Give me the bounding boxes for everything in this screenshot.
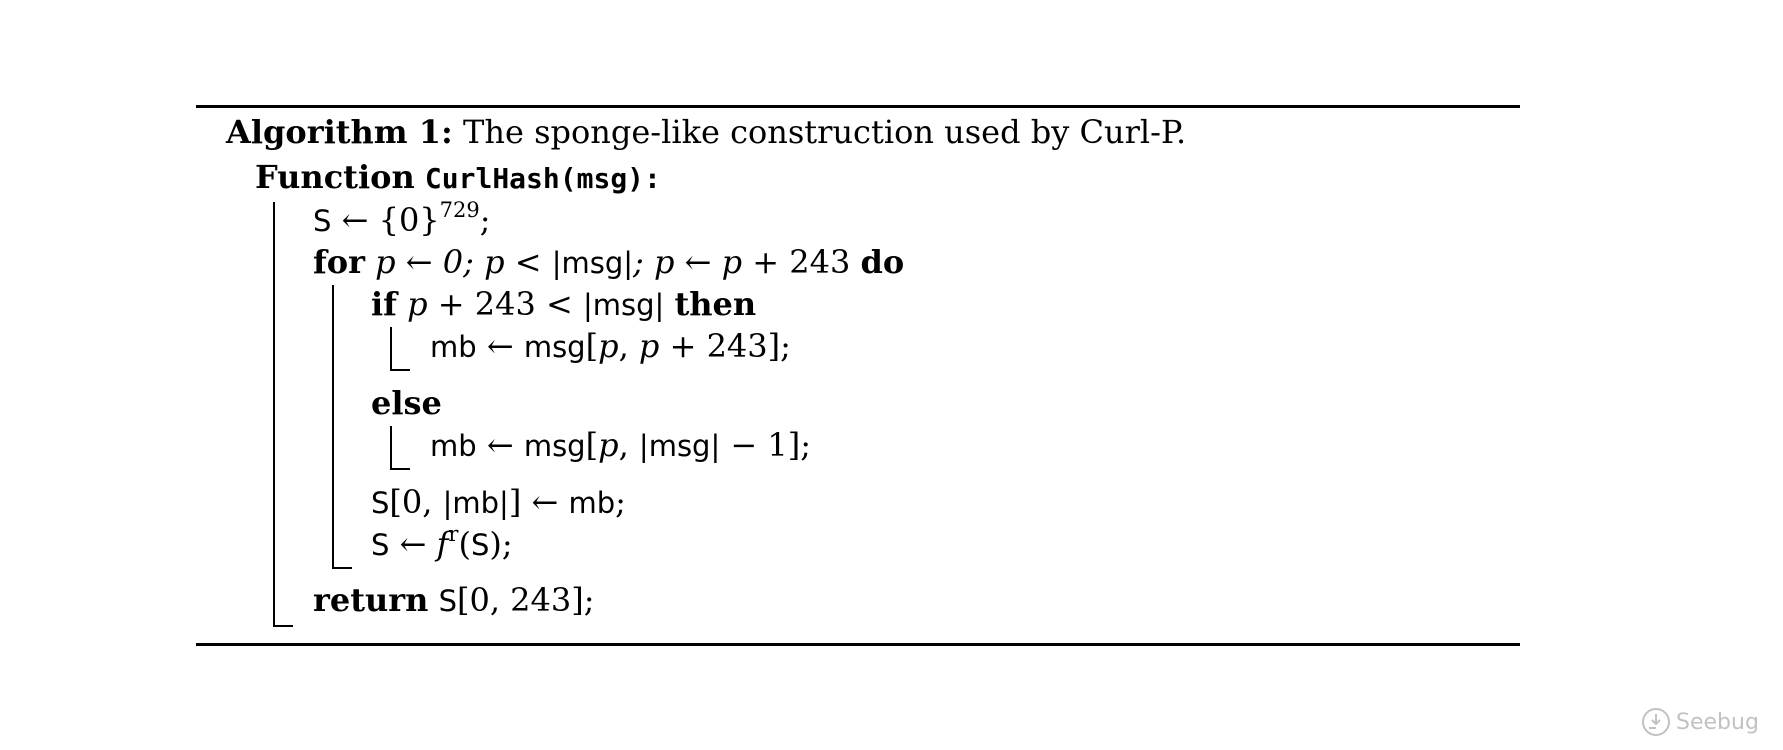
mb-then-line [430, 326, 791, 367]
mb-var: mb [430, 429, 477, 463]
open-bracket: [ [585, 426, 599, 464]
comma: , [618, 426, 639, 464]
less-than: < [514, 243, 542, 281]
function-signature: CurlHash(msg): [424, 162, 661, 195]
for-keyword: for [313, 243, 365, 281]
assign-arrow: ← [531, 483, 559, 521]
init-value: {0} [378, 201, 440, 239]
absorb-line [371, 482, 626, 523]
msg-length: |msg| [582, 288, 665, 322]
watermark-text: Seebug [1676, 709, 1759, 735]
then-body-bar [390, 327, 410, 371]
state-var: S [371, 528, 390, 562]
algorithm-bottom-rule [196, 643, 1520, 646]
msg-length: |msg| [551, 246, 634, 280]
if-line [371, 284, 756, 325]
state-var: S [438, 584, 457, 618]
msg-length: |msg| [638, 429, 721, 463]
range-end: + 243]; [659, 327, 791, 365]
var-p: p [484, 243, 505, 281]
if-keyword: if [371, 285, 397, 323]
function-body-bar [273, 202, 293, 627]
for-loop-line [313, 242, 904, 283]
permutation-line [371, 524, 513, 565]
var-p: p [638, 327, 660, 365]
msg-var: msg [523, 330, 586, 364]
state-var: S [470, 528, 490, 562]
seebug-logo-icon [1640, 706, 1672, 738]
line-end: ; [615, 483, 626, 521]
var-p: p [721, 243, 743, 281]
return-keyword: return [313, 581, 429, 619]
mb-var: mb [430, 330, 477, 364]
semicolon: ; [633, 243, 644, 281]
return-slice: [0, 243]; [456, 581, 595, 619]
for-body-bar [332, 285, 352, 569]
rounds-exponent: r [448, 522, 459, 547]
do-keyword: do [860, 243, 905, 281]
var-p: p [654, 243, 675, 281]
var-p: p [598, 327, 619, 365]
watermark [1640, 706, 1759, 738]
msg-var: msg [523, 429, 586, 463]
assign-arrow: ← [341, 201, 369, 239]
init-zero: 0; [442, 243, 474, 281]
slice-close: ] [508, 483, 522, 521]
slice-open: [0, [389, 483, 443, 521]
mb-var: mb [568, 486, 616, 520]
function-header [255, 157, 661, 199]
assign-arrow: ← [399, 525, 427, 563]
init-exponent: 729 [439, 198, 480, 223]
state-var: S [371, 486, 390, 520]
plus-243: + 243 [752, 243, 851, 281]
open-bracket: [ [585, 327, 599, 365]
var-p: p [407, 285, 428, 323]
mb-else-line [430, 425, 811, 466]
assign-arrow: ← [405, 243, 433, 281]
then-keyword: then [674, 285, 757, 323]
mb-length: |mb| [442, 486, 509, 520]
assign-arrow: ← [486, 327, 514, 365]
algorithm-caption-line [226, 112, 1186, 152]
paren-open: ( [458, 525, 471, 563]
plus-243-lt: + 243 < [437, 285, 573, 323]
else-keyword: else [371, 384, 442, 422]
else-line [371, 383, 442, 423]
return-line [313, 580, 595, 621]
algorithm-caption: The sponge-like construction used by Curl-P. [463, 113, 1187, 151]
line-end: ; [479, 201, 491, 239]
func-f: f [436, 525, 449, 563]
function-keyword: Function [255, 158, 415, 196]
var-p: p [598, 426, 619, 464]
algorithm-top-rule [196, 105, 1520, 108]
assign-arrow: ← [684, 243, 712, 281]
assign-arrow: ← [486, 426, 514, 464]
var-p: p [375, 243, 396, 281]
range-end: − 1]; [720, 426, 812, 464]
init-state-line [313, 200, 491, 241]
paren-close: ); [489, 525, 513, 563]
state-var: S [313, 204, 332, 238]
algorithm-label: Algorithm 1: [226, 113, 453, 151]
else-body-bar [390, 426, 410, 470]
comma: , [618, 327, 639, 365]
